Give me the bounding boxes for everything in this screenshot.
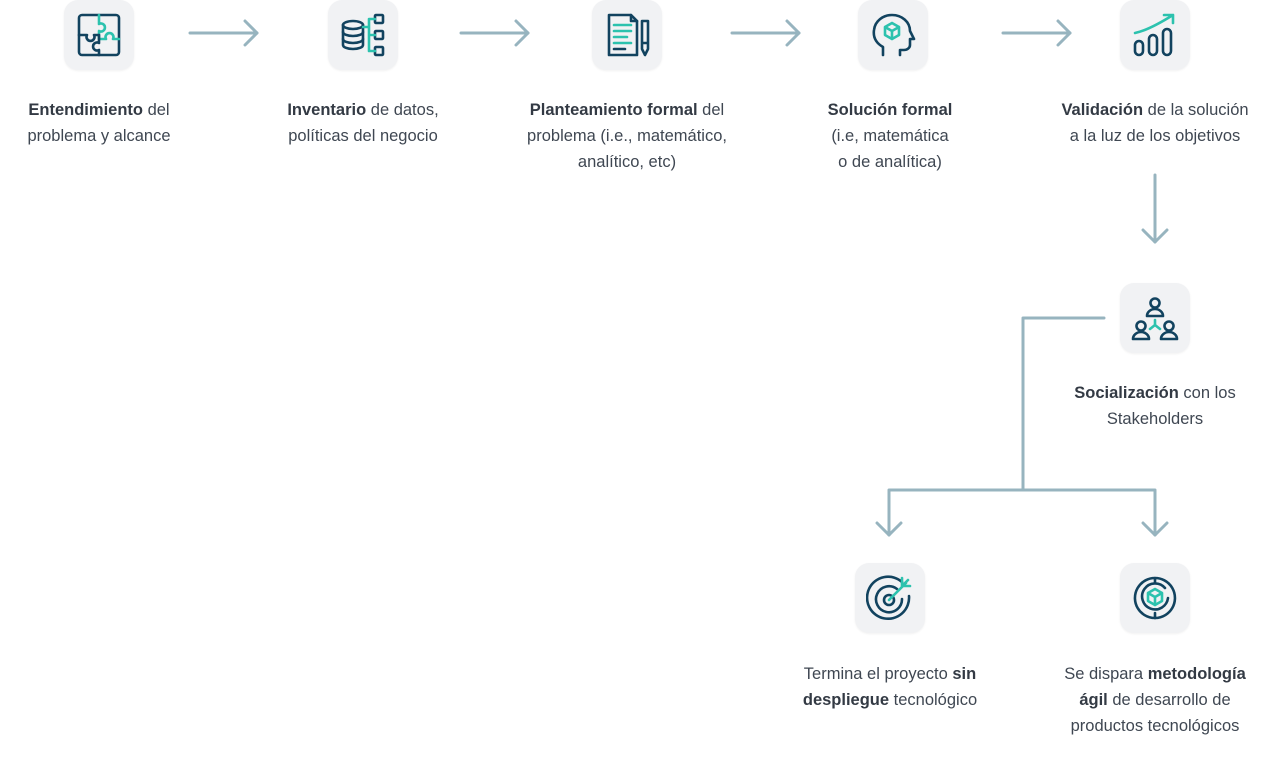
step-4-line3: o de analítica) [838, 153, 942, 171]
step-1-title-rest: del [142, 101, 170, 119]
outcome-left-bold2: despliegue [802, 691, 890, 709]
target-icon [866, 574, 914, 622]
step-5-title-rest: de la solución [1143, 101, 1249, 119]
step-2-label [287, 97, 438, 149]
step-5-title: Validación [1061, 101, 1144, 119]
step-3-title-rest: del [697, 101, 725, 119]
outcome-right-label [1064, 661, 1246, 739]
outcome-left-label [803, 661, 977, 713]
arrow-down-to-socialization [1143, 175, 1167, 242]
arrow-2-to-3 [461, 21, 528, 45]
step-3-label [527, 97, 727, 175]
arrow-3-to-4 [732, 21, 799, 45]
outcome-left-bold1: sin [952, 665, 977, 683]
step-5-label [1061, 97, 1248, 149]
step-2-title-rest: de datos, [366, 101, 439, 119]
outcome-left-post: tecnológico [889, 691, 978, 709]
step-2-icon-box [328, 0, 398, 70]
socialization-title-rest: con los [1178, 384, 1236, 402]
step-1-icon-box [64, 0, 134, 70]
puzzle-icon [75, 11, 123, 59]
step-3-icon-box [592, 0, 662, 70]
step-1-line2: problema y alcance [27, 127, 171, 145]
arrow-4-to-5 [1003, 21, 1070, 45]
outcome-right-pre: Se dispara [1064, 665, 1148, 683]
document-pen-icon [603, 11, 651, 59]
step-4-title: Solución formal [827, 101, 953, 119]
head-cube-icon [869, 11, 917, 59]
step-1-label [27, 97, 170, 149]
socialization-icon-box [1120, 283, 1190, 353]
socialization-line2: Stakeholders [1106, 410, 1204, 428]
outcome-right-icon-box [1120, 563, 1190, 633]
step-3-title: Planteamiento formal [529, 101, 698, 119]
outcome-left-pre: Termina el proyecto [803, 665, 953, 683]
outcome-right-post: de desarrollo de [1107, 691, 1231, 709]
people-network-icon [1131, 294, 1179, 342]
step-4-label [828, 97, 953, 175]
outcome-right-line3: productos tecnológicos [1070, 717, 1240, 735]
database-flow-icon [339, 11, 387, 59]
step-3-line3: analítico, etc) [577, 153, 677, 171]
step-5-icon-box [1120, 0, 1190, 70]
cube-target-icon [1131, 574, 1179, 622]
step-2-line2: políticas del negocio [288, 127, 438, 145]
step-4-line2: (i.e, matemática [831, 127, 949, 145]
step-5-line2: a la luz de los objetivos [1069, 127, 1241, 145]
step-1-title: Entendimiento [28, 101, 143, 119]
outcome-right-bold2: ágil [1079, 691, 1108, 709]
arrow-1-to-2 [190, 21, 257, 45]
growth-chart-icon [1131, 11, 1179, 59]
socialization-label [1074, 380, 1235, 432]
outcome-right-bold1: metodología [1147, 665, 1246, 683]
step-3-line2: problema (i.e., matemático, [527, 127, 727, 145]
socialization-title: Socialización [1074, 384, 1179, 402]
outcome-left-icon-box [855, 563, 925, 633]
step-2-title: Inventario [287, 101, 367, 119]
step-4-icon-box [858, 0, 928, 70]
